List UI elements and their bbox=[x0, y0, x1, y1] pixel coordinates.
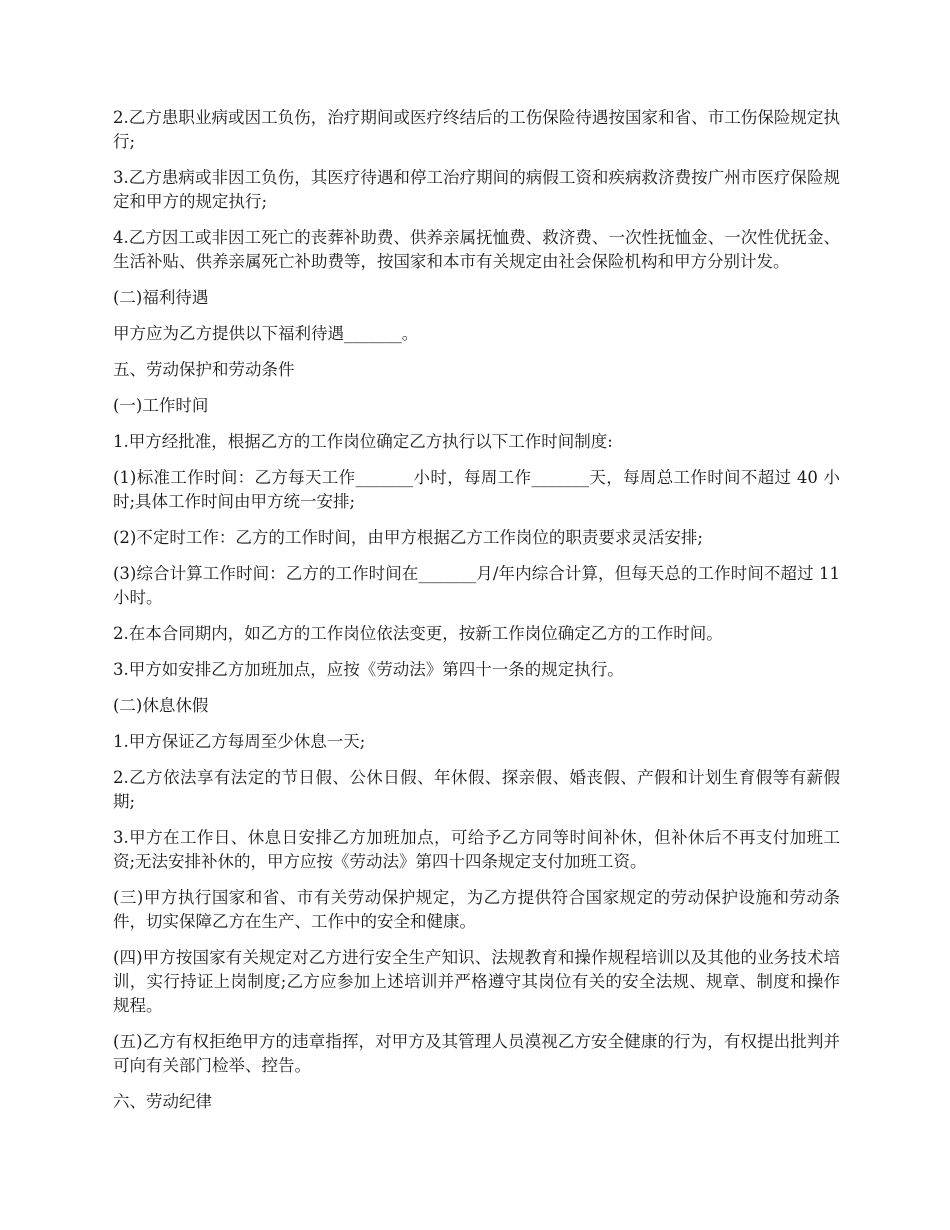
paragraph-weekly-rest: 1.甲方保证乙方每周至少休息一天; bbox=[113, 732, 366, 751]
section-heading-labor-protection: 五、劳动保护和劳动条件 bbox=[113, 360, 295, 379]
paragraph-compensatory-rest: 3.甲方在工作日、休息日安排乙方加班加点，可给予乙方同等时间补休，但补休后不再支付加班工资;无法安排补休的，甲方应按《劳动法》第四十四条规定支付加班工资。 bbox=[113, 828, 840, 871]
paragraph-standard-hours: (1)标准工作时间：乙方每天工作_______小时，每周工作_______天，每周总工作时间不超过 40 小时;具体工作时间由甲方统一安排; bbox=[113, 468, 840, 511]
paragraph-death-benefits: 4.乙方因工或非因工死亡的丧葬补助费、供养亲属抚恤费、救济费、一次性抚恤金、一次性优抚金、生活补贴、供养亲属死亡补助费等，按国家和本市有关规定由社会保险机构和甲方分别计发。 bbox=[113, 228, 840, 271]
heading-working-hours: (一)工作时间 bbox=[113, 396, 209, 415]
paragraph-safety-conditions: (三)甲方执行国家和省、市有关劳动保护规定，为乙方提供符合国家规定的劳动保护设施和劳动条件，切实保障乙方在生产、工作中的安全和健康。 bbox=[113, 888, 840, 931]
heading-welfare: (二)福利待遇 bbox=[113, 288, 209, 307]
paragraph-injury-insurance: 2.乙方患职业病或因工负伤，治疗期间或医疗终结后的工伤保险待遇按国家和省、市工伤保险规定执行; bbox=[113, 108, 840, 151]
section-heading-labor-discipline: 六、劳动纪律 bbox=[113, 1092, 212, 1111]
paragraph-safety-training: (四)甲方按国家有关规定对乙方进行安全生产知识、法规教育和操作规程培训以及其他的业务技术培训，实行持证上岗制度;乙方应参加上述培训并严格遵守其岗位有关的安全法规、规章、制度和操作规程。 bbox=[113, 948, 840, 1015]
paragraph-paid-leave: 2.乙方依法享有法定的节日假、公休日假、年休假、探亲假、婚丧假、产假和计划生育假等有薪假期; bbox=[113, 768, 840, 811]
paragraph-welfare-provision: 甲方应为乙方提供以下福利待遇_______。 bbox=[113, 324, 419, 343]
paragraph-overtime: 3.甲方如安排乙方加班加点，应按《劳动法》第四十一条的规定执行。 bbox=[113, 660, 624, 679]
paragraph-comprehensive-hours: (3)综合计算工作时间：乙方的工作时间在_______月/年内综合计算，但每天总的工作时间不超过 11 小时。 bbox=[113, 564, 840, 607]
paragraph-flexible-hours: (2)不定时工作：乙方的工作时间，由甲方根据乙方工作岗位的职责要求灵活安排; bbox=[113, 528, 703, 547]
paragraph-position-change: 2.在本合同期内，如乙方的工作岗位依法变更，按新工作岗位确定乙方的工作时间。 bbox=[113, 624, 723, 643]
paragraph-hours-system: 1.甲方经批准，根据乙方的工作岗位确定乙方执行以下工作时间制度: bbox=[113, 432, 613, 451]
paragraph-illness-treatment: 3.乙方患病或非因工负伤，其医疗待遇和停工治疗期间的病假工资和疾病救济费按广州市医疗保险规定和甲方的规定执行; bbox=[113, 168, 840, 211]
paragraph-refuse-violations: (五)乙方有权拒绝甲方的违章指挥，对甲方及其管理人员漠视乙方安全健康的行为，有权提出批判并可向有关部门检举、控告。 bbox=[113, 1032, 840, 1075]
heading-rest-leave: (二)休息休假 bbox=[113, 696, 209, 715]
